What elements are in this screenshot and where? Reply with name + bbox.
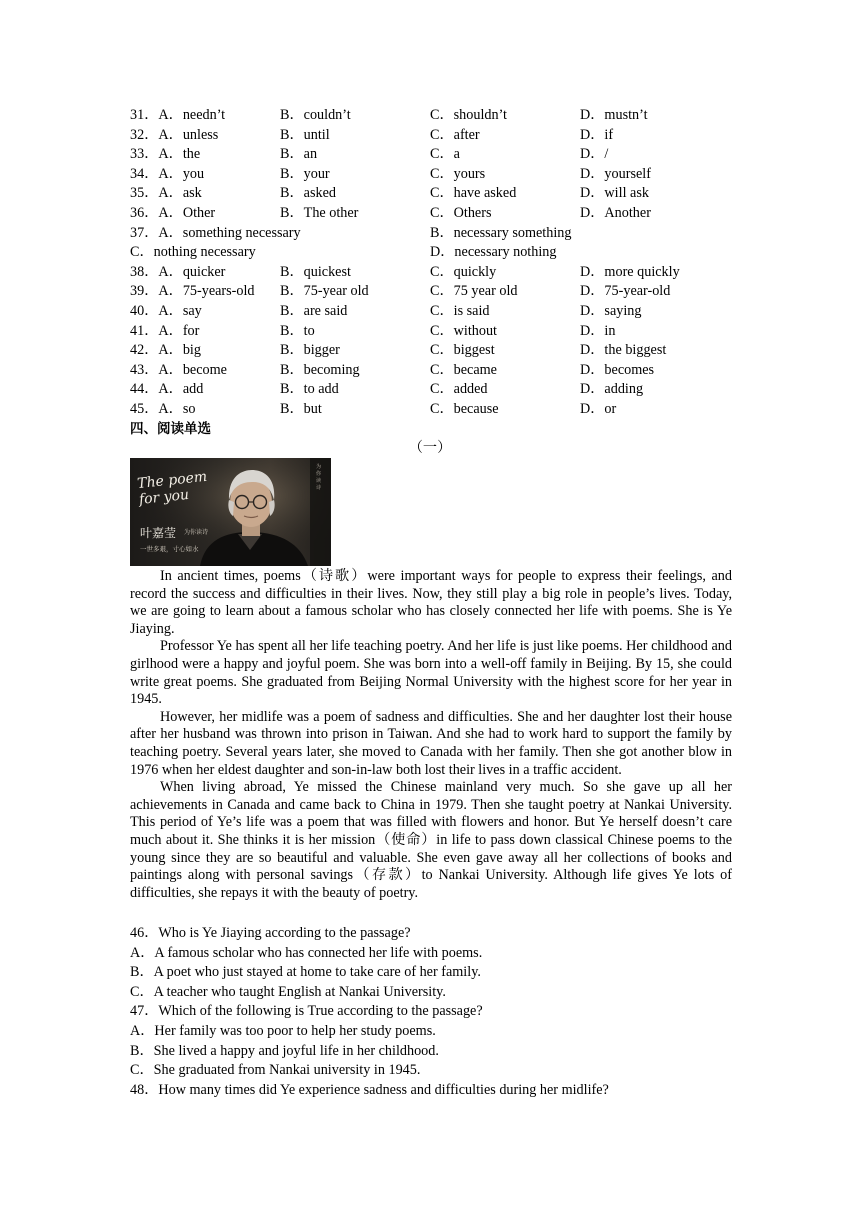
photo-name: 叶嘉莹 bbox=[140, 526, 177, 540]
option-c: C．because bbox=[430, 401, 499, 417]
option-d: D．Another bbox=[580, 205, 651, 221]
option-b: B．are said bbox=[280, 303, 348, 319]
option-a: 45．A．so bbox=[130, 401, 196, 417]
option-d: D．75-year-old bbox=[580, 283, 671, 300]
option-a: 34．A．you bbox=[130, 165, 205, 182]
option-c: C．biggest bbox=[430, 342, 495, 359]
option-b: B．couldn’t bbox=[280, 107, 351, 123]
option-a: 38．A．quicker bbox=[130, 263, 226, 280]
option-c: C．75 year old bbox=[430, 283, 518, 300]
option-b: B．to add bbox=[280, 381, 339, 398]
option-d: D．becomes bbox=[580, 361, 655, 378]
section-heading: 四、阅读单选 bbox=[130, 421, 211, 437]
option-b: B．but bbox=[280, 401, 322, 417]
option-c: C．have asked bbox=[430, 185, 517, 202]
option-a: 36．A．Other bbox=[130, 205, 216, 221]
option-a: 42．A．big bbox=[130, 342, 201, 359]
option-b: B．until bbox=[280, 126, 330, 143]
paragraph-2: Professor Ye has spent all her life teaching poetry. And her life is just like poems. Her childhood and girlhood were a happy and joyful poem. She was born into a well-off family in Beijing. By 15, she could write great poems. She graduated from Beijing Normal University with the highest score for her year in 1945. bbox=[130, 638, 732, 708]
passage-number: （一） bbox=[408, 440, 452, 456]
question-47-option-b: B．She lived a happy and joyful life in her childhood. bbox=[130, 1042, 439, 1059]
option-a: 44．A．add bbox=[130, 381, 204, 398]
option-d: D．in bbox=[580, 322, 616, 339]
passage bbox=[130, 568, 732, 902]
option-a: 41．A．for bbox=[130, 322, 200, 339]
option-c: C．added bbox=[430, 381, 488, 398]
question-48: 48．How many times did Ye experience sadness and difficulties during her midlife? bbox=[130, 1081, 609, 1098]
option-b: B．becoming bbox=[280, 361, 360, 378]
option-d: D．the biggest bbox=[580, 342, 667, 359]
photo-name-sub: 为你读诗 bbox=[184, 529, 209, 536]
option-a: 35．A．ask bbox=[130, 185, 202, 202]
option-b: B．The other bbox=[280, 205, 359, 221]
option-c: C．yours bbox=[430, 165, 486, 182]
photo-title-script: The poem for you bbox=[136, 468, 208, 508]
option-d: D．saying bbox=[580, 303, 642, 319]
option-d: D．necessary nothing bbox=[430, 244, 557, 261]
option-b: B．quickest bbox=[280, 263, 351, 280]
option-d: D．if bbox=[580, 126, 614, 143]
option-a: 31．A．needn’t bbox=[130, 107, 226, 123]
question-46: 46．Who is Ye Jiaying according to the passage? bbox=[130, 925, 411, 941]
option-c: C．nothing necessary bbox=[130, 244, 256, 261]
option-c: C．quickly bbox=[430, 263, 497, 280]
option-d: D．/ bbox=[580, 146, 609, 163]
question-46-option-c: C．A teacher who taught English at Nankai University. bbox=[130, 983, 446, 1000]
option-a: 33．A．the bbox=[130, 146, 201, 163]
option-d: D．adding bbox=[580, 381, 644, 398]
option-c: C．Others bbox=[430, 205, 492, 221]
option-a: 43．A．become bbox=[130, 361, 227, 378]
portrait-photo bbox=[130, 458, 331, 566]
option-b: B．to bbox=[280, 322, 315, 339]
option-b: B．asked bbox=[280, 185, 336, 202]
option-c: C．became bbox=[430, 361, 497, 378]
option-c: C．is said bbox=[430, 303, 490, 319]
option-a: 39．A．75-years-old bbox=[130, 283, 255, 300]
option-a: 37．A．something necessary bbox=[130, 224, 301, 241]
option-c: C．without bbox=[430, 322, 498, 339]
option-c: C．a bbox=[430, 146, 460, 163]
option-d: D．mustn’t bbox=[580, 107, 648, 123]
question-46-option-b: B．A poet who just stayed at home to take care of her family. bbox=[130, 964, 481, 981]
paragraph-3: However, her midlife was a poem of sadness and difficulties. She and her daughter lost their house after her husband was thrown into prison in Taiwan. And she had to work hard to support the family by teaching poetry. Several years later, she moved to Canada with her family. Then she got another blow in 1976 when her eldest daughter and son-in-law both lost their lives in a traffic accident. bbox=[130, 708, 732, 778]
option-d: D．or bbox=[580, 401, 617, 417]
photo-motto: 一世多艰，寸心如水 bbox=[140, 545, 199, 553]
question-47: 47．Which of the following is True according to the passage? bbox=[130, 1003, 483, 1020]
option-d: D．will ask bbox=[580, 185, 649, 202]
option-b: B．necessary something bbox=[430, 224, 572, 241]
paragraph-4: When living abroad, Ye missed the Chinese mainland very much. So she gave up all her achievements in Canada and came back to China in 1979. Then she taught poetry at Nankai University. This period of Ye’s life was a poem that was filled with flowers and honor. But Ye herself doesn’t care much about it. She thinks it is her mission（使命）in life to pass down classical Chinese poems to the young since they are so beautiful and valuable. She even gave away all her collections of books and paintings along with personal savings（存款）to Nankai University. Although life gives Ye lots of difficulties, she repays it with the beauty of poetry. bbox=[130, 779, 732, 901]
option-d: D．more quickly bbox=[580, 263, 680, 280]
option-c: C．shouldn’t bbox=[430, 107, 507, 123]
option-b: B．bigger bbox=[280, 342, 340, 359]
question-46-option-a: A．A famous scholar who has connected her life with poems. bbox=[130, 944, 483, 961]
question-47-option-c: C．She graduated from Nankai university in 1945. bbox=[130, 1062, 421, 1079]
option-b: B．an bbox=[280, 146, 318, 163]
photo-corner-text: 为你读诗 bbox=[316, 464, 322, 491]
option-a: 32．A．unless bbox=[130, 126, 219, 143]
option-c: C．after bbox=[430, 126, 480, 143]
option-d: D．yourself bbox=[580, 165, 651, 182]
option-a: 40．A．say bbox=[130, 303, 202, 319]
option-b: B．your bbox=[280, 165, 330, 182]
paragraph-1: In ancient times, poems（诗歌）were important ways for people to express their feelings, and record the success and difficulties in their lives. Now, they still play a big role in people’s lives. Today, we are going to learn about a famous scholar who has closely connected her life with poems. She is Ye Jiaying. bbox=[130, 568, 732, 637]
question-47-option-a: A．Her family was too poor to help her study poems. bbox=[130, 1023, 436, 1039]
option-b: B．75-year old bbox=[280, 283, 369, 300]
